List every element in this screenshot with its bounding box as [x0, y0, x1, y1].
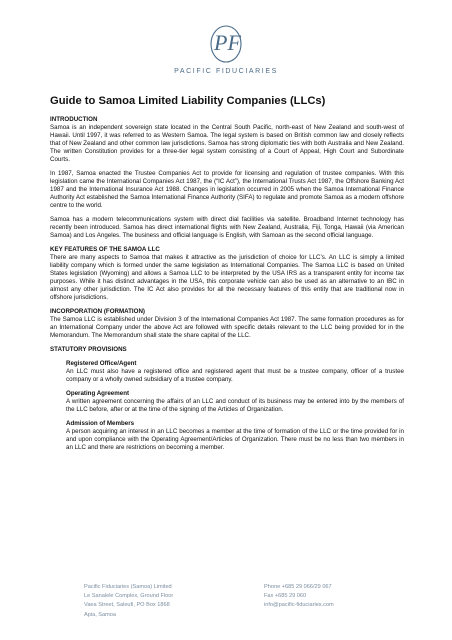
paragraph: The Samoa LLC is established under Division 3 of the International Companies Act 1987. The same formation procedures as for an International Company under the above Act are followed with specific details relevant to the LLC being provided for in the Memorandum. The Memorandum shall state the share capital of the LLC. — [50, 316, 404, 339]
footer-contact — [264, 583, 334, 611]
paragraph: There are many aspects to Samoa that makes it attractive as the jurisdiction of choice for LLC’s. An LLC is simply a limited liability company which is formed under the same legislation as International Companies. The Samoa LLC is based on United States legislation (Wyoming) and allows a Samoa LLC to be interpreted by the USA IRS as a transparent entity for income tax purposes. While it has distinct advantages in the USA, this corporate vehicle can also be used as an alternative to an IBC in almost any other jurisdiction. The IC Act also provides for all the necessary features of this entity that are traditional now in offshore jurisdictions. — [50, 254, 404, 301]
paragraph: In 1987, Samoa enacted the Trustee Companies Act to provide for licensing and regulation of trustee companies. With this legislation came the International Companies Act 1987, the (“IC Act”), the International Trusts Act 1987, the Offshore Banking Act 1987 and the International Insurance Act 1988. Changes in legislation occurred in 2005 when the Samoa International Finance Authority Act established the Samoa International Finance Authority (SIFA) to regulate and promote Samoa as a modern offshore centre to the world. — [50, 170, 404, 209]
paragraph: An LLC must also have a registered office and registered agent that must be a trustee company, officer of a trustee company or a wholly owned subsidiary of a trustee company. — [66, 368, 404, 383]
footer-line: Vaea Street, Saleufi, PO Box 1868 — [84, 602, 170, 609]
section-key-features — [50, 246, 404, 302]
section-incorporation — [50, 308, 404, 340]
section-heading: STATUTORY PROVISIONS — [50, 346, 127, 353]
section-statutory-provisions — [50, 346, 404, 452]
company-logo — [0, 0, 452, 86]
footer-fax: Fax +685 29 060 — [264, 593, 307, 600]
subsection-heading: Operating Agreement — [66, 390, 130, 397]
section-heading: INCORPORATION (FORMATION) — [50, 308, 145, 315]
footer-email: info@pacific-fiduciaries.com — [264, 602, 334, 609]
monogram-text: PF — [214, 30, 241, 55]
footer-phone: Phone +685 29 066/29 067 — [264, 584, 332, 590]
paragraph: Samoa has a modern telecommunications system with direct dial facilities via satellite. Broadband Internet technology has recently been introduced. Samoa has direct international flights with New Zealand, Australia, Fiji, Tonga, Hawaii (via American Samoa) and Los Angeles. The business and official language is English, with Samoan as the second official language. — [50, 216, 404, 239]
brand-name: PACIFIC FIDUCIARIES — [174, 68, 278, 75]
page-title: Guide to Samoa Limited Liability Companies (LLCs) — [50, 95, 326, 107]
section-introduction — [50, 116, 404, 240]
footer-line: Apia, Samoa — [84, 611, 117, 618]
subsection-heading: Admission of Members — [66, 420, 135, 427]
section-heading: INTRODUCTION — [50, 116, 98, 123]
paragraph: A written agreement concerning the affairs of an LLC and conduct of its business may be entered into by the members of the LLC before, after or at the time of the signing of the Articles of Organization. — [66, 398, 404, 413]
footer-address — [84, 583, 173, 620]
section-heading: KEY FEATURES OF THE SAMOA LLC — [50, 246, 160, 253]
subsection-operating-agreement — [66, 390, 404, 414]
pf-monogram-icon — [190, 20, 262, 68]
paragraph: A person acquiring an interest in an LLC becomes a member at the time of formation of the LLC or the time provided for in and upon compliance with the Operating Agreement/Articles of Organization. There must be no less than two members in an LLC and there are restrictions on becoming a member. — [66, 428, 404, 451]
footer-line: Le Sanalele Complex, Ground Floor — [84, 593, 174, 600]
subsection-registered-office — [66, 360, 404, 384]
footer-line: Pacific Fiduciaries (Samoa) Limited — [84, 584, 172, 590]
document-body — [50, 94, 404, 456]
paragraph: Samoa is an independent sovereign state located in the Central South Pacific, north-east of New Zealand and south-west of Hawaii. Until 1997, it was referred to as Western Samoa. The legal system is based on British common law and closely reflects that of New Zealand and other common law jurisdictions. Samoa has strong diplomatic ties with both Australia and New Zealand. The written Constitution provides for a three-tier legal system consisting of a Court of Appeal, High Court and Subordinate Courts. — [50, 124, 404, 163]
subsection-heading: Registered Office/Agent — [66, 360, 137, 367]
page-footer — [84, 583, 384, 639]
subsection-admission-of-members — [66, 420, 404, 452]
